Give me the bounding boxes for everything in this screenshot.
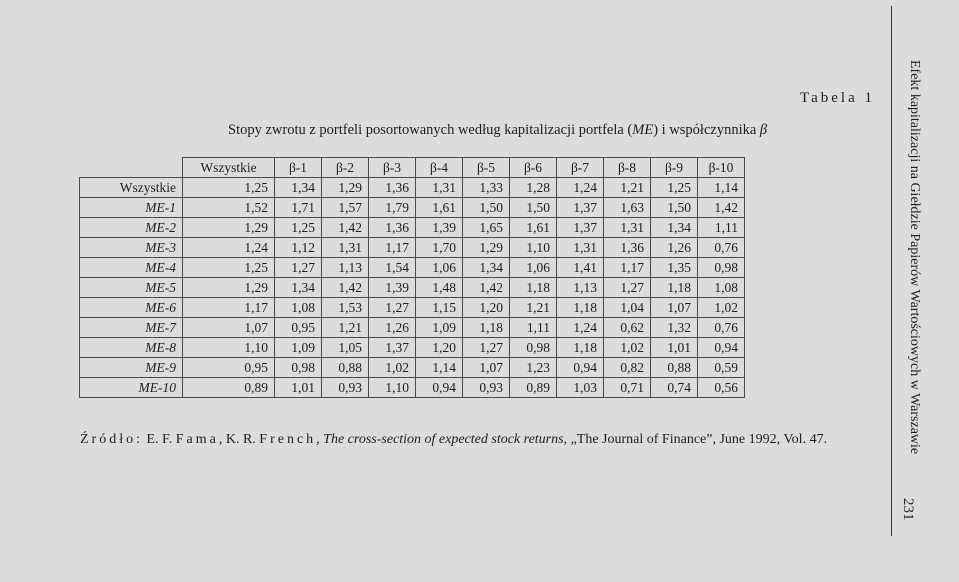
table-cell: 1,61 bbox=[416, 198, 463, 218]
table-cell: 1,27 bbox=[604, 278, 651, 298]
table-cell: 1,54 bbox=[369, 258, 416, 278]
row-label: ME-1 bbox=[80, 198, 183, 218]
running-head: Efekt kapitalizacji na Giełdzie Papierów Wartościowych w Warszawie bbox=[907, 60, 922, 455]
table-cell: 0,76 bbox=[698, 238, 745, 258]
table-cell: 1,41 bbox=[557, 258, 604, 278]
table-cell: 1,09 bbox=[275, 338, 322, 358]
table-row bbox=[80, 238, 745, 258]
source-note bbox=[80, 432, 827, 448]
table-row bbox=[80, 258, 745, 278]
column-header: Wszystkie bbox=[183, 158, 275, 178]
table-cell: 1,10 bbox=[183, 338, 275, 358]
table-cell: 1,06 bbox=[510, 258, 557, 278]
table-cell: 1,34 bbox=[275, 178, 322, 198]
caption-beta: β bbox=[759, 122, 768, 138]
table-cell: 1,37 bbox=[557, 198, 604, 218]
table-cell: 1,03 bbox=[557, 378, 604, 398]
table-cell: 1,35 bbox=[651, 258, 698, 278]
caption-part2: ) i współczynnika bbox=[653, 122, 760, 138]
table-cell: 1,10 bbox=[510, 238, 557, 258]
table-cell: 1,42 bbox=[322, 218, 369, 238]
column-header: β-7 bbox=[557, 158, 604, 178]
table-cell: 1,31 bbox=[557, 238, 604, 258]
table-cell: 1,17 bbox=[183, 298, 275, 318]
table-cell: 1,26 bbox=[369, 318, 416, 338]
row-label: ME-5 bbox=[80, 278, 183, 298]
table-cell: 0,98 bbox=[275, 358, 322, 378]
table-cell: 1,23 bbox=[510, 358, 557, 378]
table-cell: 1,39 bbox=[369, 278, 416, 298]
table-cell: 1,31 bbox=[604, 218, 651, 238]
table-cell: 1,48 bbox=[416, 278, 463, 298]
table-cell: 1,17 bbox=[604, 258, 651, 278]
table-cell: 1,24 bbox=[183, 238, 275, 258]
table-cell: 1,24 bbox=[557, 318, 604, 338]
source-title: The cross-section of expected stock returns bbox=[323, 432, 564, 447]
table-cell: 0,82 bbox=[604, 358, 651, 378]
table-cell: 1,07 bbox=[651, 298, 698, 318]
source-sep: , K. R. bbox=[218, 432, 256, 447]
table-cell: 1,79 bbox=[369, 198, 416, 218]
table-cell: 1,13 bbox=[322, 258, 369, 278]
table-cell: 0,95 bbox=[275, 318, 322, 338]
table-cell: 1,50 bbox=[463, 198, 510, 218]
table-cell: 1,29 bbox=[183, 278, 275, 298]
table-cell: 1,53 bbox=[322, 298, 369, 318]
table-cell: 1,42 bbox=[463, 278, 510, 298]
table-cell: 1,21 bbox=[604, 178, 651, 198]
column-header: β-2 bbox=[322, 158, 369, 178]
table-cell: 1,42 bbox=[322, 278, 369, 298]
row-label: ME-6 bbox=[80, 298, 183, 318]
column-header: β-9 bbox=[651, 158, 698, 178]
table-row bbox=[80, 338, 745, 358]
page-number: 231 bbox=[900, 498, 916, 521]
table-cell: 1,21 bbox=[510, 298, 557, 318]
row-label: ME-3 bbox=[80, 238, 183, 258]
table-cell: 0,88 bbox=[322, 358, 369, 378]
table-corner bbox=[80, 158, 183, 178]
table-cell: 0,88 bbox=[651, 358, 698, 378]
table-cell: 0,74 bbox=[651, 378, 698, 398]
table-cell: 1,07 bbox=[463, 358, 510, 378]
table-cell: 1,29 bbox=[183, 218, 275, 238]
row-label: ME-2 bbox=[80, 218, 183, 238]
table-cell: 1,29 bbox=[322, 178, 369, 198]
table-caption bbox=[228, 122, 767, 139]
source-prefix: Źródło: bbox=[80, 432, 143, 447]
table-cell: 1,21 bbox=[322, 318, 369, 338]
table-cell: 1,25 bbox=[183, 178, 275, 198]
table-cell: 1,01 bbox=[275, 378, 322, 398]
table-cell: 0,98 bbox=[510, 338, 557, 358]
table-row bbox=[80, 318, 745, 338]
returns-table bbox=[79, 157, 745, 398]
table-cell: 0,62 bbox=[604, 318, 651, 338]
source-authors-lead: E. F. bbox=[146, 432, 173, 447]
table-cell: 1,36 bbox=[604, 238, 651, 258]
table-cell: 1,27 bbox=[369, 298, 416, 318]
table-cell: 1,13 bbox=[557, 278, 604, 298]
source-comma: , bbox=[316, 432, 320, 447]
table-cell: 0,93 bbox=[463, 378, 510, 398]
table-row bbox=[80, 198, 745, 218]
table-cell: 1,09 bbox=[416, 318, 463, 338]
column-header: β-10 bbox=[698, 158, 745, 178]
table-cell: 1,18 bbox=[557, 298, 604, 318]
table-cell: 1,18 bbox=[557, 338, 604, 358]
table-cell: 1,65 bbox=[463, 218, 510, 238]
caption-part1: Stopy zwrotu z portfeli posortowanych według kapitalizacji portfela ( bbox=[228, 122, 633, 138]
table-cell: 1,39 bbox=[416, 218, 463, 238]
table-cell: 1,04 bbox=[604, 298, 651, 318]
column-header: β-4 bbox=[416, 158, 463, 178]
table-row bbox=[80, 358, 745, 378]
table-cell: 1,29 bbox=[463, 238, 510, 258]
table-cell: 1,20 bbox=[416, 338, 463, 358]
table-cell: 1,11 bbox=[698, 218, 745, 238]
table-cell: 0,89 bbox=[183, 378, 275, 398]
table-cell: 0,95 bbox=[183, 358, 275, 378]
table-cell: 0,71 bbox=[604, 378, 651, 398]
margin-rule bbox=[891, 6, 892, 536]
source-author1: Fama bbox=[175, 432, 219, 447]
table-cell: 1,01 bbox=[651, 338, 698, 358]
table-cell: 1,17 bbox=[369, 238, 416, 258]
table-cell: 0,76 bbox=[698, 318, 745, 338]
table-cell: 1,71 bbox=[275, 198, 322, 218]
table-cell: 1,05 bbox=[322, 338, 369, 358]
table-cell: 1,14 bbox=[698, 178, 745, 198]
column-header: β-3 bbox=[369, 158, 416, 178]
row-label: ME-10 bbox=[80, 378, 183, 398]
row-label: Wszystkie bbox=[80, 178, 183, 198]
source-rest: , „The Journal of Finance”, June 1992, Vol. 47. bbox=[563, 432, 828, 447]
table-header-row bbox=[80, 158, 745, 178]
table-cell: 1,10 bbox=[369, 378, 416, 398]
table-cell: 0,59 bbox=[698, 358, 745, 378]
table-cell: 1,37 bbox=[369, 338, 416, 358]
row-label: ME-7 bbox=[80, 318, 183, 338]
table-cell: 1,63 bbox=[604, 198, 651, 218]
table-cell: 1,42 bbox=[698, 198, 745, 218]
table-cell: 1,26 bbox=[651, 238, 698, 258]
table-cell: 1,11 bbox=[510, 318, 557, 338]
table-body bbox=[80, 178, 745, 398]
table-cell: 1,02 bbox=[698, 298, 745, 318]
table-cell: 0,89 bbox=[510, 378, 557, 398]
row-label: ME-8 bbox=[80, 338, 183, 358]
table-label: Tabela 1 bbox=[800, 90, 876, 106]
table-cell: 1,25 bbox=[651, 178, 698, 198]
table-cell: 1,02 bbox=[369, 358, 416, 378]
row-label: ME-9 bbox=[80, 358, 183, 378]
table-cell: 1,18 bbox=[463, 318, 510, 338]
table-cell: 1,27 bbox=[275, 258, 322, 278]
table-cell: 1,25 bbox=[275, 218, 322, 238]
column-header: β-6 bbox=[510, 158, 557, 178]
table-cell: 1,36 bbox=[369, 218, 416, 238]
table-cell: 0,94 bbox=[416, 378, 463, 398]
table-cell: 0,56 bbox=[698, 378, 745, 398]
table-cell: 1,02 bbox=[604, 338, 651, 358]
table-cell: 1,18 bbox=[651, 278, 698, 298]
table-cell: 1,50 bbox=[510, 198, 557, 218]
table-cell: 1,24 bbox=[557, 178, 604, 198]
table-cell: 1,37 bbox=[557, 218, 604, 238]
table-row bbox=[80, 378, 745, 398]
table-cell: 1,70 bbox=[416, 238, 463, 258]
table-cell: 1,15 bbox=[416, 298, 463, 318]
table-cell: 1,28 bbox=[510, 178, 557, 198]
table-cell: 1,52 bbox=[183, 198, 275, 218]
column-header: β-8 bbox=[604, 158, 651, 178]
table-cell: 1,31 bbox=[322, 238, 369, 258]
column-header: β-5 bbox=[463, 158, 510, 178]
table-cell: 1,50 bbox=[651, 198, 698, 218]
table-cell: 1,33 bbox=[463, 178, 510, 198]
table-cell: 1,07 bbox=[183, 318, 275, 338]
table-cell: 1,34 bbox=[275, 278, 322, 298]
table-cell: 1,12 bbox=[275, 238, 322, 258]
table-cell: 1,25 bbox=[183, 258, 275, 278]
row-label: ME-4 bbox=[80, 258, 183, 278]
table-cell: 1,34 bbox=[651, 218, 698, 238]
table-cell: 1,36 bbox=[369, 178, 416, 198]
table-row bbox=[80, 218, 745, 238]
table-cell: 1,18 bbox=[510, 278, 557, 298]
table-row bbox=[80, 178, 745, 198]
table-row bbox=[80, 278, 745, 298]
table-cell: 1,61 bbox=[510, 218, 557, 238]
table-cell: 1,57 bbox=[322, 198, 369, 218]
source-author2: French bbox=[259, 432, 317, 447]
caption-me: ME bbox=[632, 122, 654, 138]
table-cell: 0,94 bbox=[557, 358, 604, 378]
table-row bbox=[80, 298, 745, 318]
column-header: β-1 bbox=[275, 158, 322, 178]
table-cell: 1,32 bbox=[651, 318, 698, 338]
table-cell: 0,94 bbox=[698, 338, 745, 358]
table-cell: 1,08 bbox=[698, 278, 745, 298]
table-cell: 1,06 bbox=[416, 258, 463, 278]
table-cell: 1,34 bbox=[463, 258, 510, 278]
table-cell: 0,98 bbox=[698, 258, 745, 278]
table-cell: 1,20 bbox=[463, 298, 510, 318]
table-cell: 1,31 bbox=[416, 178, 463, 198]
table-cell: 1,08 bbox=[275, 298, 322, 318]
table-cell: 0,93 bbox=[322, 378, 369, 398]
table-cell: 1,14 bbox=[416, 358, 463, 378]
table-cell: 1,27 bbox=[463, 338, 510, 358]
